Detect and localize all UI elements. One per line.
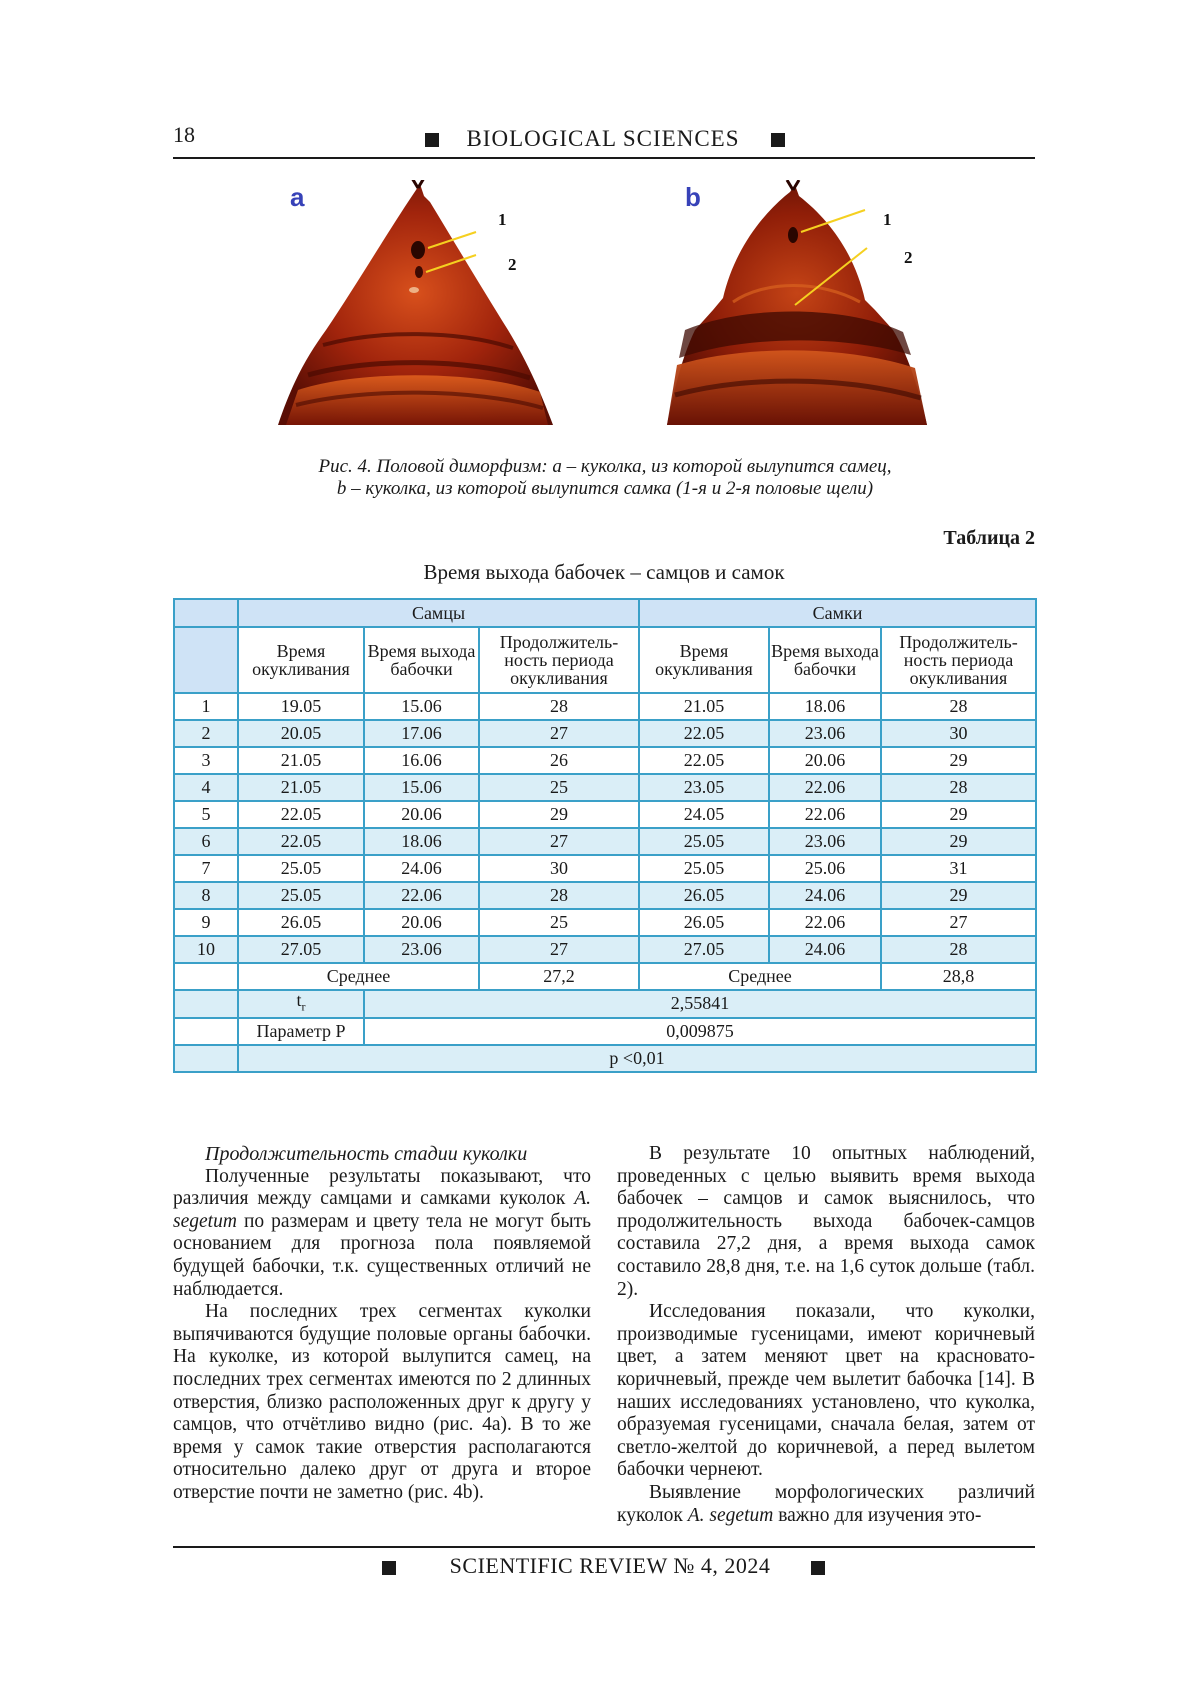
callout-1-a: 1 <box>498 210 507 229</box>
right-column <box>617 1143 1035 1527</box>
male-emergence-cell: 18.06 <box>364 828 479 855</box>
pupa-female-image <box>655 180 935 430</box>
male-emergence-cell: 16.06 <box>364 747 479 774</box>
table-row <box>174 720 1036 747</box>
species-name: A. segetum <box>687 1504 774 1526</box>
pupa-male-image <box>268 180 568 430</box>
female-duration-cell: 27 <box>881 909 1036 936</box>
row-number-cell: 7 <box>174 855 238 882</box>
table-cell <box>174 963 238 990</box>
female-pupation-cell: 22.05 <box>639 747 769 774</box>
journal-section-title: BIOLOGICAL SCIENCES <box>466 126 740 151</box>
male-duration-cell: 27 <box>479 936 639 963</box>
male-emergence-cell: 23.06 <box>364 936 479 963</box>
male-pupation-cell: 27.05 <box>238 936 364 963</box>
right-paragraph-2: Исследования показали, что куколки, производимые гусеницами, имеют коричневый цвет, а затем меняют цвет на красновато-коричневый, прежде чем вылетит бабочка [14]. В наших исследованиях установлено, что куколка, образуемая гусеницами, сначала белая, затем от светло-желтой до коричневой, а перед вылетом бабочки чернеют. <box>617 1301 1035 1481</box>
mean-value-males: 27,2 <box>479 963 639 990</box>
row-number-cell: 9 <box>174 909 238 936</box>
p-param-value: 0,009875 <box>364 1018 1036 1045</box>
left-column <box>173 1143 591 1505</box>
table-row <box>174 936 1036 963</box>
column-header-duration: Продолжитель-ность периода окукливания <box>479 627 639 693</box>
female-duration-cell: 29 <box>881 801 1036 828</box>
male-duration-cell: 28 <box>479 882 639 909</box>
male-pupation-cell: 19.05 <box>238 693 364 720</box>
row-number-cell: 5 <box>174 801 238 828</box>
female-emergence-cell: 20.06 <box>769 747 881 774</box>
footer-rule <box>173 1546 1035 1548</box>
significance-value: p <0,01 <box>238 1045 1036 1072</box>
species-name: A. segetum <box>173 1188 591 1232</box>
male-emergence-cell: 20.06 <box>364 801 479 828</box>
male-pupation-cell: 25.05 <box>238 882 364 909</box>
female-emergence-cell: 23.06 <box>769 828 881 855</box>
female-pupation-cell: 26.05 <box>639 882 769 909</box>
table-row <box>174 774 1036 801</box>
row-number-cell: 10 <box>174 936 238 963</box>
row-number-cell: 2 <box>174 720 238 747</box>
female-emergence-cell: 24.06 <box>769 882 881 909</box>
female-emergence-cell: 25.06 <box>769 855 881 882</box>
female-emergence-cell: 18.06 <box>769 693 881 720</box>
page-number: 18 <box>173 122 195 147</box>
female-emergence-cell: 23.06 <box>769 720 881 747</box>
male-emergence-cell: 15.06 <box>364 774 479 801</box>
female-duration-cell: 29 <box>881 747 1036 774</box>
panel-letter-a: a <box>290 182 305 212</box>
female-duration-cell: 28 <box>881 936 1036 963</box>
table-corner-cell <box>174 599 238 627</box>
table-row <box>174 882 1036 909</box>
table-cell <box>174 1018 238 1045</box>
column-header-pupation: Время окукливания <box>238 627 364 693</box>
table-cell <box>174 1045 238 1072</box>
left-paragraph-1 <box>173 1166 591 1302</box>
female-pupation-cell: 25.05 <box>639 828 769 855</box>
male-pupation-cell: 25.05 <box>238 855 364 882</box>
caption-line-1: Рис. 4. Половой диморфизм: a – куколка, из которой вылупится самец, <box>318 456 892 477</box>
table-mean-row <box>174 963 1036 990</box>
table-row <box>174 855 1036 882</box>
male-pupation-cell: 22.05 <box>238 801 364 828</box>
text-span: Выявление морфологических различий куколок <box>617 1481 1035 1526</box>
table-cell <box>174 990 238 1018</box>
female-emergence-cell: 22.06 <box>769 909 881 936</box>
caption-line-2: b – куколка, из которой вылупится самка (1-я и 2-я половые щели) <box>336 478 874 499</box>
group-header-males: Самцы <box>238 599 639 627</box>
row-number-cell: 1 <box>174 693 238 720</box>
section-subheading: Продолжительность стадии куколки <box>205 1143 528 1165</box>
male-pupation-cell: 26.05 <box>238 909 364 936</box>
tr-label-main: t <box>296 990 302 1010</box>
mean-value-females: 28,8 <box>881 963 1036 990</box>
table-title: Время выхода бабочек – самцов и самок <box>423 560 785 584</box>
callout-2-a: 2 <box>508 255 517 274</box>
text-span: важно для изучения это- <box>773 1504 982 1526</box>
female-pupation-cell: 24.05 <box>639 801 769 828</box>
callout-2-b: 2 <box>904 248 913 267</box>
male-duration-cell: 27 <box>479 828 639 855</box>
male-pupation-cell: 21.05 <box>238 774 364 801</box>
row-number-cell: 8 <box>174 882 238 909</box>
table-corner-cell <box>174 627 238 693</box>
panel-letter-b: b <box>685 182 701 212</box>
male-duration-cell: 25 <box>479 774 639 801</box>
group-header-females: Самки <box>639 599 1036 627</box>
table-header-groups <box>174 599 1036 627</box>
male-pupation-cell: 20.05 <box>238 720 364 747</box>
table-row <box>174 693 1036 720</box>
female-emergence-cell: 22.06 <box>769 774 881 801</box>
table-header-columns <box>174 627 1036 693</box>
female-emergence-cell: 22.06 <box>769 801 881 828</box>
table-row <box>174 909 1036 936</box>
female-duration-cell: 28 <box>881 693 1036 720</box>
column-header-emergence: Время выхода бабочки <box>769 627 881 693</box>
female-pupation-cell: 22.05 <box>639 720 769 747</box>
table-tr-row <box>174 990 1036 1018</box>
male-emergence-cell: 24.06 <box>364 855 479 882</box>
male-pupation-cell: 21.05 <box>238 747 364 774</box>
male-duration-cell: 30 <box>479 855 639 882</box>
female-pupation-cell: 21.05 <box>639 693 769 720</box>
female-pupation-cell: 25.05 <box>639 855 769 882</box>
column-header-emergence: Время выхода бабочки <box>364 627 479 693</box>
tr-label <box>238 990 364 1018</box>
female-duration-cell: 29 <box>881 882 1036 909</box>
male-pupation-cell: 22.05 <box>238 828 364 855</box>
mean-label-females: Среднее <box>639 963 881 990</box>
female-duration-cell: 29 <box>881 828 1036 855</box>
female-pupation-cell: 27.05 <box>639 936 769 963</box>
column-header-pupation: Время окукливания <box>639 627 769 693</box>
row-number-cell: 3 <box>174 747 238 774</box>
column-header-duration: Продолжитель-ность периода окукливания <box>881 627 1036 693</box>
male-emergence-cell: 15.06 <box>364 693 479 720</box>
female-pupation-cell: 26.05 <box>639 909 769 936</box>
callout-1-b: 1 <box>883 210 892 229</box>
footer-journal-issue: SCIENTIFIC REVIEW № 4, 2024 <box>449 1553 771 1578</box>
header-rule <box>173 157 1035 159</box>
female-duration-cell: 28 <box>881 774 1036 801</box>
left-paragraph-2: На последних трех сегментах куколки выпячиваются будущие половые органы бабочки. На куколке, из которой вылупится самец, на последних трех сегментах имеются по 2 длинных отверстия, близко расположенных друг к другу у самцов, что отчётливо видно (рис. 4a). В то же время у самок такие отверстия располагаются относительно далеко друг от друга и второе отверстие почти не заметно (рис. 4b). <box>173 1301 591 1503</box>
row-number-cell: 6 <box>174 828 238 855</box>
figure-panel-a <box>268 180 568 430</box>
mean-label-males: Среднее <box>238 963 479 990</box>
right-paragraph-1: В результате 10 опытных наблюдений, проведенных с целью выявить время выхода бабочек – самцов и самок выяснилось, что продолжительность выхода бабочек-самцов составила 27,2 дня, а время выхода самок составило 28,8 дня, т.е. на 1,6 суток дольше (табл. 2). <box>617 1143 1035 1300</box>
table-p-param-row <box>174 1018 1036 1045</box>
table-row <box>174 747 1036 774</box>
male-emergence-cell: 17.06 <box>364 720 479 747</box>
figure-caption <box>230 456 980 500</box>
table-body <box>174 693 1036 963</box>
figure-panel-b <box>655 180 935 430</box>
row-number-cell: 4 <box>174 774 238 801</box>
male-duration-cell: 26 <box>479 747 639 774</box>
table-row <box>174 801 1036 828</box>
male-duration-cell: 29 <box>479 801 639 828</box>
male-duration-cell: 28 <box>479 693 639 720</box>
female-duration-cell: 31 <box>881 855 1036 882</box>
right-paragraph-3 <box>617 1482 1035 1527</box>
header-square-right-icon <box>771 133 785 147</box>
table-label: Таблица 2 <box>943 527 1035 549</box>
tr-label-sub: r <box>301 999 306 1014</box>
male-duration-cell: 27 <box>479 720 639 747</box>
p-param-label: Параметр Р <box>238 1018 364 1045</box>
table-significance-row <box>174 1045 1036 1072</box>
table-row <box>174 828 1036 855</box>
male-duration-cell: 25 <box>479 909 639 936</box>
female-duration-cell: 30 <box>881 720 1036 747</box>
female-pupation-cell: 23.05 <box>639 774 769 801</box>
male-emergence-cell: 22.06 <box>364 882 479 909</box>
female-emergence-cell: 24.06 <box>769 936 881 963</box>
emergence-table <box>173 598 1037 1073</box>
text-span: по размерам и цвету тела не могут быть основанием для прогноза пола появляемой будущей бабочки, т.к. существенных отличий не наблюдается. <box>173 1210 591 1300</box>
text-span: Полученные результаты показывают, что различия между самцами и самками куколок <box>173 1165 591 1210</box>
male-emergence-cell: 20.06 <box>364 909 479 936</box>
footer-square-left-icon <box>382 1561 396 1575</box>
footer-square-right-icon <box>811 1561 825 1575</box>
tr-value: 2,55841 <box>364 990 1036 1018</box>
